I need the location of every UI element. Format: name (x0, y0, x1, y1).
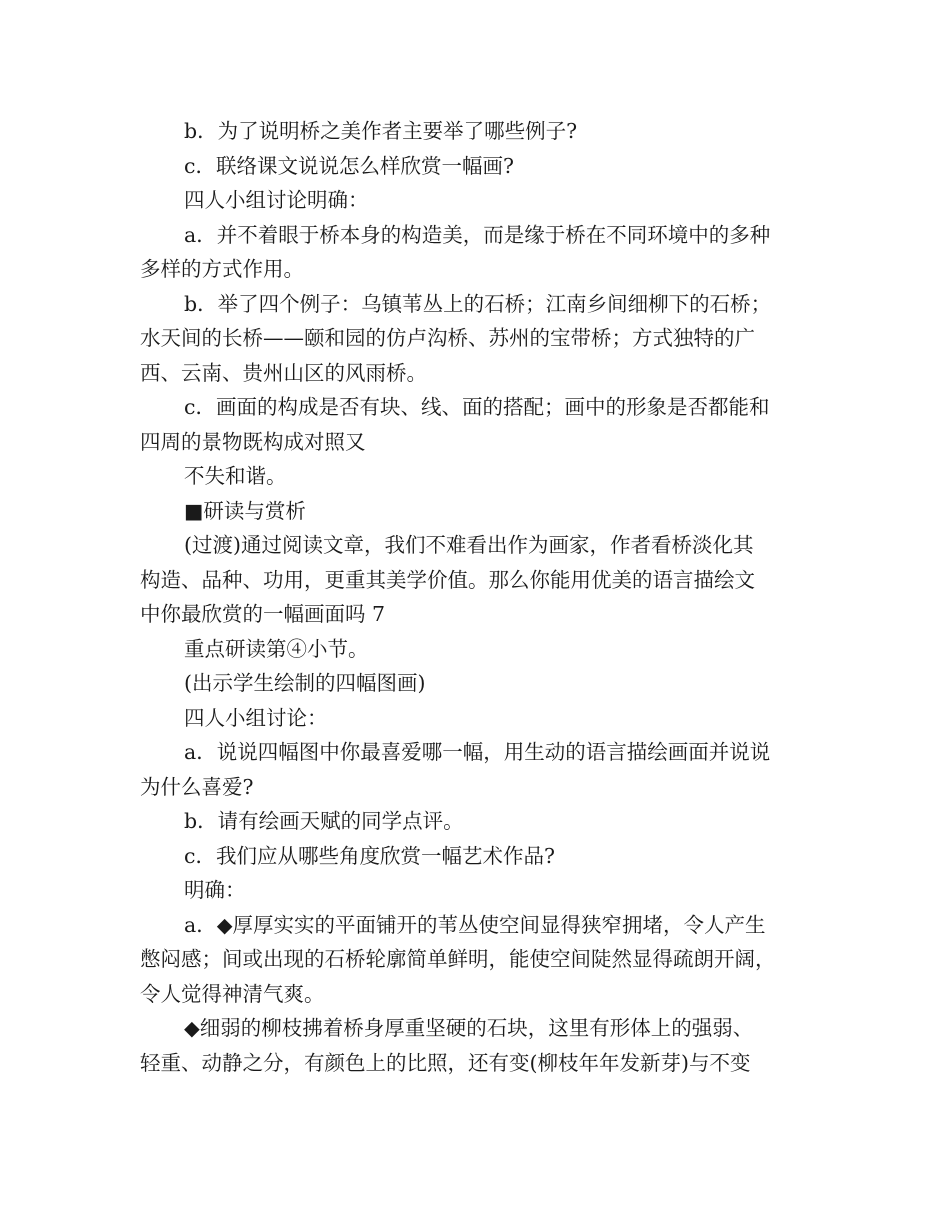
text-line: 中你最欣赏的一幅画面吗 7 (140, 602, 386, 626)
text-line: 构造、品种、功用，更重其美学价值。那么你能用优美的语言描绘文 (140, 567, 755, 592)
text-line: 四周的景物既构成对照又 (140, 429, 366, 454)
text-line: 憋闷感；间或出现的石桥轮廓简单鲜明，能使空间陡然显得疏朗开阔， (140, 947, 776, 971)
text-line: c．联络课文说说怎么样欣赏一幅画? (184, 153, 514, 178)
text-line: 令人觉得神清气爽。 (140, 981, 325, 1006)
text-line: ◆细弱的柳枝拂着桥身厚重坚硬的石块，这里有形体上的强弱、 (184, 1016, 754, 1040)
document-body (140, 114, 820, 1080)
text-line: 多样的方式作用。 (140, 257, 304, 281)
text-line: (出示学生绘制的四幅图画) (184, 671, 426, 695)
text-line: 西、云南、贵州山区的风雨桥。 (140, 360, 427, 385)
text-line: a．并不着眼于桥本身的构造美，而是缘于桥在不同环境中的多种 (184, 222, 771, 247)
text-line: b．为了说明桥之美作者主要举了哪些例子? (184, 119, 578, 143)
text-line: 为什么喜爱? (140, 774, 254, 799)
text-line: 轻重、动静之分，有颜色上的比照，还有变(柳枝年年发新芽)与不变 (140, 1050, 751, 1075)
text-line: a．说说四幅图中你最喜爱哪一幅，用生动的语言描绘画面并说说 (184, 740, 771, 764)
text-line: c．我们应从哪些角度欣赏一幅艺术作品? (184, 843, 555, 868)
text-line: c．画面的构成是否有块、线、面的搭配；画中的形象是否都能和 (184, 395, 770, 419)
text-line: 四人小组讨论： (184, 705, 328, 730)
text-line: 四人小组讨论明确： (184, 188, 369, 212)
text-line: a．◆厚厚实实的平面铺开的苇丛使空间显得狭窄拥堵，令人产生 (184, 912, 766, 937)
text-line: 水天间的长桥——颐和园的仿卢沟桥、苏州的宝带桥；方式独特的广 (140, 326, 755, 350)
text-line: 明确： (184, 878, 246, 902)
text-line: ■研读与赏析 (184, 498, 306, 523)
text-line: 重点研读第④小节。 (184, 636, 369, 661)
text-line: b．请有绘画天赋的同学点评。 (184, 809, 464, 833)
text-line: (过渡)通过阅读文章，我们不难看出作为画家，作者看桥淡化其 (184, 533, 754, 557)
text-line: 不失和谐。 (184, 464, 287, 488)
text-line: b．举了四个例子：乌镇苇丛上的石桥；江南乡间细柳下的石桥； (184, 291, 772, 316)
